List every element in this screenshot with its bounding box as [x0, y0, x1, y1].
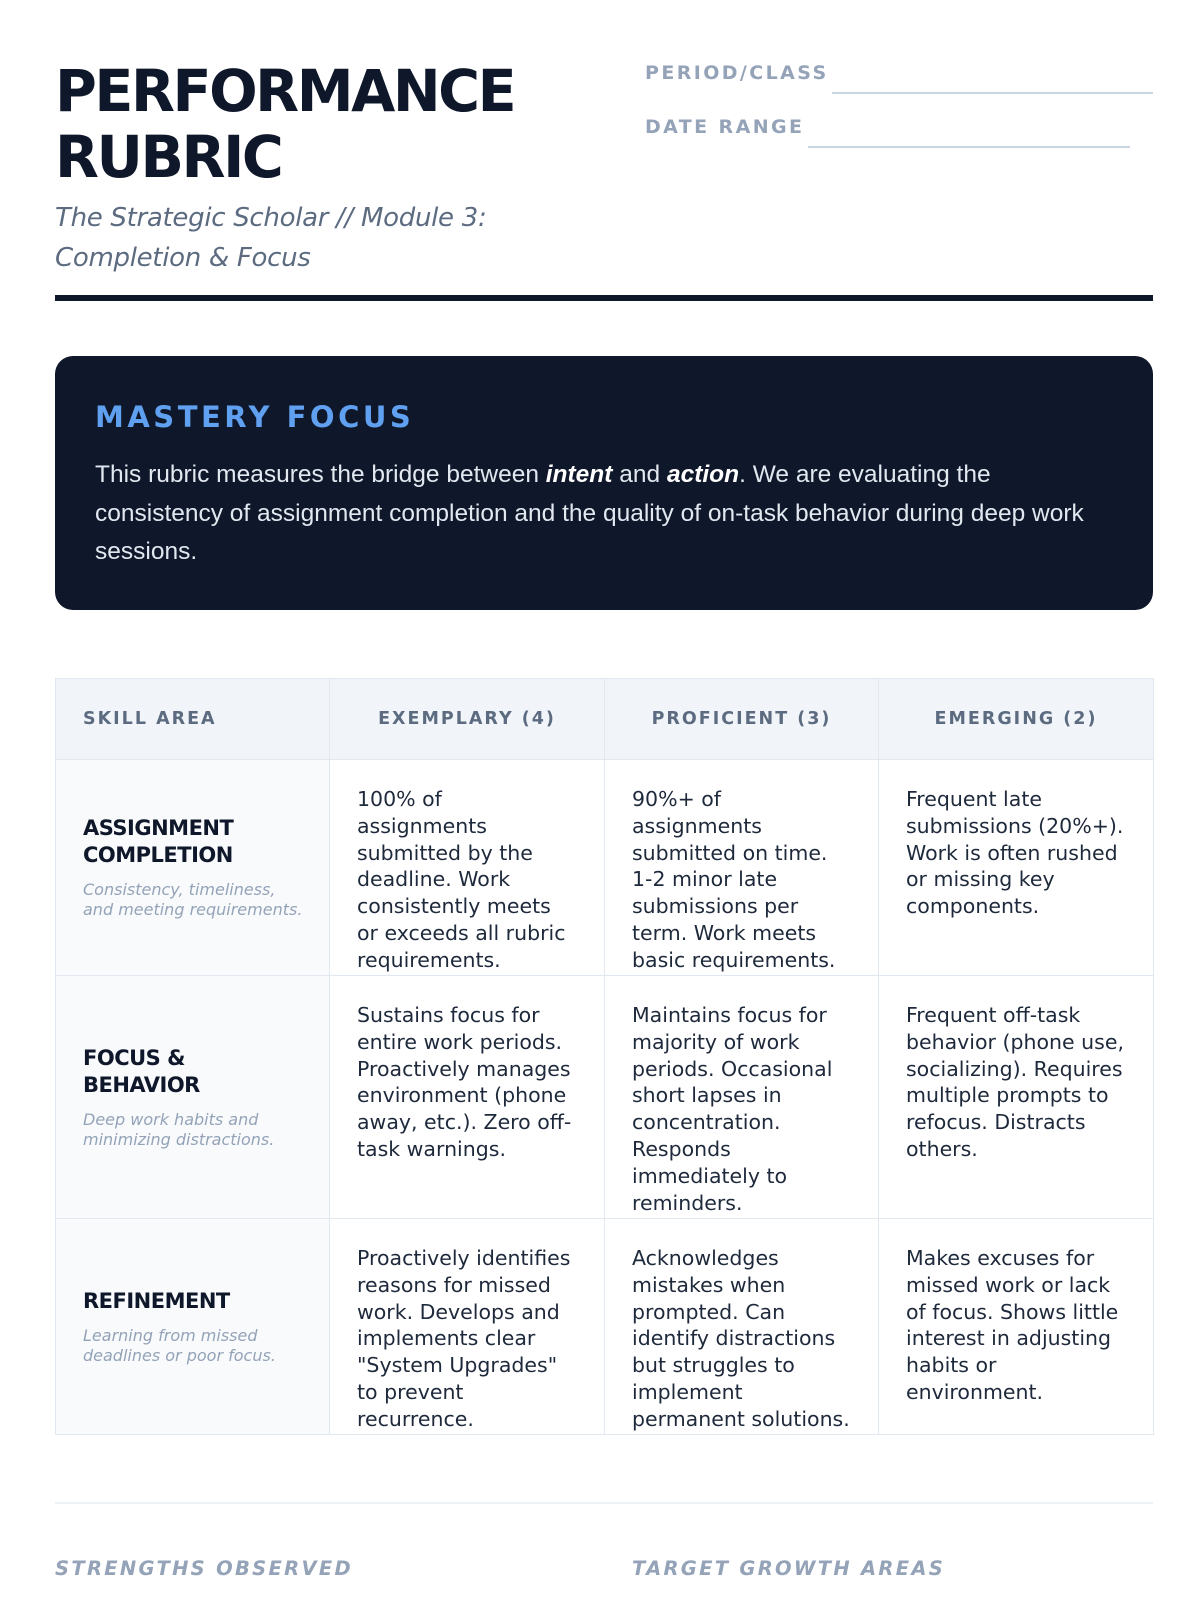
mastery-focus-panel	[55, 356, 1153, 610]
mastery-focus-text	[95, 456, 1113, 572]
header-skill-area: SKILL AREA	[56, 679, 330, 760]
header-fields	[645, 58, 1153, 166]
title-line-1: PERFORMANCE	[55, 57, 515, 125]
skill-description: Deep work habits and minimizing distractions.	[83, 1109, 275, 1149]
date-range-line[interactable]	[808, 146, 1130, 148]
date-range-field[interactable]	[645, 112, 1153, 166]
skill-description: Learning from missed deadlines or poor focus.	[83, 1325, 276, 1365]
emerging-cell: Frequent off-task behavior (phone use, socializing). Requires multiple prompts to refocus. Distracts others.	[879, 976, 1154, 1219]
proficient-cell: Maintains focus for majority of work periods. Occasional short lapses in concentration. Responds immediately to reminders.	[605, 976, 879, 1219]
title-line-2: RUBRIC	[55, 123, 282, 191]
skill-cell	[56, 1219, 330, 1435]
date-range-label: DATE RANGE	[645, 116, 805, 138]
table-row	[56, 976, 1154, 1219]
exemplary-cell: Sustains focus for entire work periods. Proactively manages environment (phone away, etc.). Zero off-task warnings.	[330, 976, 605, 1219]
header-proficient: PROFICIENT (3)	[605, 679, 879, 760]
mastery-emphasis-intent: intent	[545, 461, 613, 488]
mastery-text-before: This rubric measures the bridge between	[95, 461, 546, 488]
mastery-text-after: . We are evaluating the consistency of assignment completion and the quality of on-task behavior during deep work sessions.	[95, 461, 1084, 565]
header-exemplary: EXEMPLARY (4)	[330, 679, 605, 760]
skill-name: FOCUS & BEHAVIOR	[83, 1045, 200, 1097]
mastery-emphasis-action: action	[666, 461, 740, 488]
table-row	[56, 1219, 1154, 1435]
rubric-table	[55, 678, 1154, 1435]
emerging-cell: Frequent late submissions (20%+). Work is often rushed or missing key components.	[879, 760, 1154, 976]
header-emerging: EMERGING (2)	[879, 679, 1154, 760]
skill-name: ASSIGNMENT COMPLETION	[83, 816, 234, 867]
table-row	[56, 760, 1154, 976]
period-class-field[interactable]	[645, 58, 1153, 112]
skill-description: Consistency, timeliness, and meeting requirements.	[83, 880, 303, 919]
proficient-cell: Acknowledges mistakes when prompted. Can identify distractions but struggles to implement permanent solutions.	[605, 1219, 879, 1435]
strengths-observed-label: STRENGTHS OBSERVED	[55, 1557, 353, 1580]
period-class-label: PERIOD/CLASS	[645, 62, 829, 84]
footer-divider	[55, 1502, 1153, 1504]
mastery-focus-heading: MASTERY FOCUS	[95, 400, 415, 434]
mastery-text-middle: and	[612, 461, 667, 488]
header-divider	[55, 295, 1153, 301]
target-growth-areas-label: TARGET GROWTH AREAS	[632, 1557, 946, 1580]
page-subtitle: The Strategic Scholar // Module 3: Completion & Focus	[55, 203, 487, 273]
skill-cell	[56, 976, 330, 1219]
header-title-block	[55, 58, 615, 278]
skill-name: REFINEMENT	[83, 1288, 230, 1313]
proficient-cell: 90%+ of assignments submitted on time. 1-2 minor late submissions per term. Work meets basic requirements.	[605, 760, 879, 976]
rubric-header-row	[56, 679, 1154, 760]
exemplary-cell: 100% of assignments submitted by the deadline. Work consistently meets or exceeds all rubric requirements.	[330, 760, 605, 976]
skill-cell	[56, 760, 330, 976]
page-title	[55, 58, 607, 190]
period-class-line[interactable]	[832, 92, 1153, 94]
emerging-cell: Makes excuses for missed work or lack of focus. Shows little interest in adjusting habits or environment.	[879, 1219, 1154, 1435]
exemplary-cell: Proactively identifies reasons for missed work. Develops and implements clear "System Upgrades" to prevent recurrence.	[330, 1219, 605, 1435]
rubric-page	[55, 0, 1153, 1600]
